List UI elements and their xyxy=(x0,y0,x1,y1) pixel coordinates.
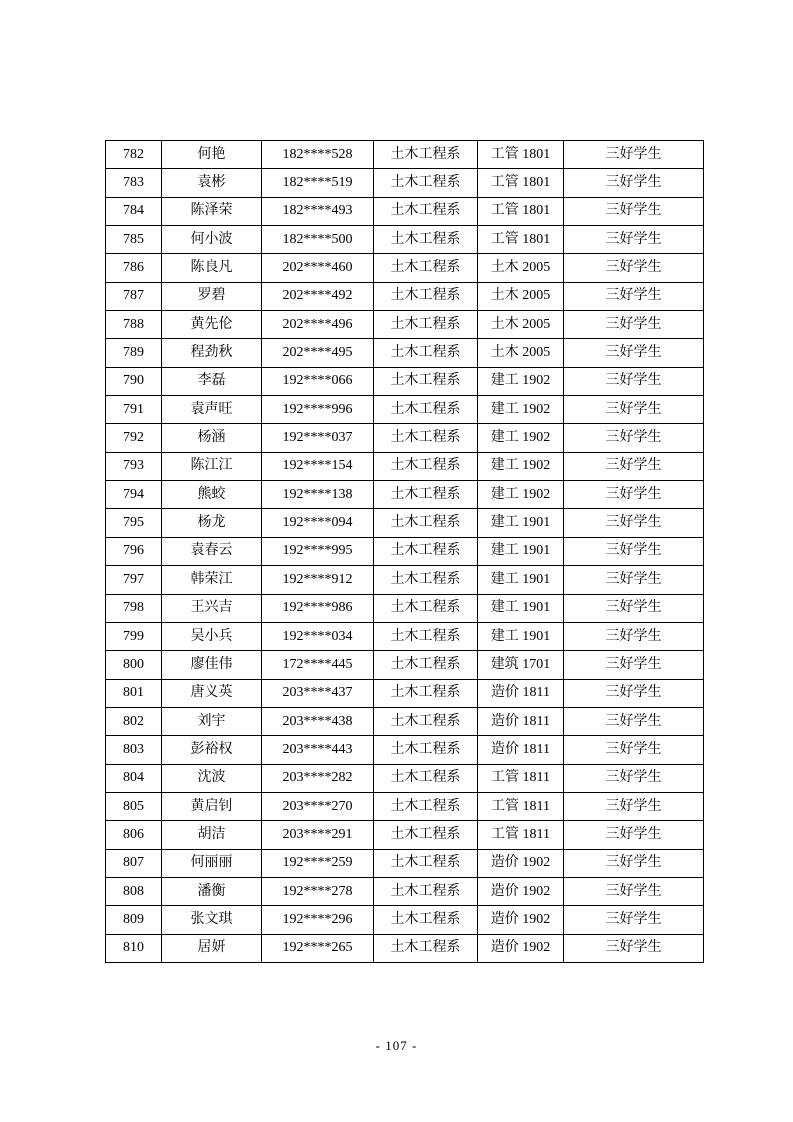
cell-award: 三好学生 xyxy=(564,367,704,395)
cell-no: 809 xyxy=(106,906,162,934)
cell-name: 李磊 xyxy=(162,367,262,395)
cell-name: 潘衡 xyxy=(162,877,262,905)
cell-no: 789 xyxy=(106,339,162,367)
cell-award: 三好学生 xyxy=(564,481,704,509)
cell-department: 土木工程系 xyxy=(374,651,478,679)
table-row xyxy=(106,679,704,707)
cell-name: 沈波 xyxy=(162,764,262,792)
table-row xyxy=(106,906,704,934)
page-number: - 107 - xyxy=(375,1038,418,1053)
cell-award: 三好学生 xyxy=(564,169,704,197)
cell-name: 何艳 xyxy=(162,141,262,169)
cell-no: 808 xyxy=(106,877,162,905)
cell-award: 三好学生 xyxy=(564,254,704,282)
cell-name: 罗碧 xyxy=(162,282,262,310)
cell-award: 三好学生 xyxy=(564,594,704,622)
cell-name: 杨龙 xyxy=(162,509,262,537)
cell-class: 工管 1811 xyxy=(478,764,564,792)
cell-student-id: 172****445 xyxy=(262,651,374,679)
cell-award: 三好学生 xyxy=(564,566,704,594)
cell-class: 建工 1901 xyxy=(478,622,564,650)
cell-department: 土木工程系 xyxy=(374,141,478,169)
cell-department: 土木工程系 xyxy=(374,622,478,650)
cell-no: 788 xyxy=(106,311,162,339)
cell-award: 三好学生 xyxy=(564,736,704,764)
cell-student-id: 192****034 xyxy=(262,622,374,650)
cell-no: 802 xyxy=(106,707,162,735)
cell-name: 唐义英 xyxy=(162,679,262,707)
cell-no: 787 xyxy=(106,282,162,310)
cell-student-id: 203****270 xyxy=(262,792,374,820)
cell-department: 土木工程系 xyxy=(374,452,478,480)
cell-no: 801 xyxy=(106,679,162,707)
cell-department: 土木工程系 xyxy=(374,566,478,594)
cell-name: 韩荣江 xyxy=(162,566,262,594)
cell-name: 胡洁 xyxy=(162,821,262,849)
cell-name: 杨涵 xyxy=(162,424,262,452)
table-row xyxy=(106,707,704,735)
cell-no: 791 xyxy=(106,396,162,424)
cell-no: 786 xyxy=(106,254,162,282)
cell-class: 造价 1902 xyxy=(478,877,564,905)
student-award-table-body xyxy=(106,141,704,963)
cell-class: 土木 2005 xyxy=(478,311,564,339)
cell-class: 工管 1811 xyxy=(478,792,564,820)
cell-no: 804 xyxy=(106,764,162,792)
cell-department: 土木工程系 xyxy=(374,736,478,764)
cell-no: 798 xyxy=(106,594,162,622)
cell-name: 袁彬 xyxy=(162,169,262,197)
table-row xyxy=(106,651,704,679)
cell-award: 三好学生 xyxy=(564,651,704,679)
cell-no: 805 xyxy=(106,792,162,820)
cell-award: 三好学生 xyxy=(564,792,704,820)
table-row xyxy=(106,481,704,509)
cell-class: 建工 1901 xyxy=(478,594,564,622)
cell-name: 袁春云 xyxy=(162,537,262,565)
cell-class: 造价 1811 xyxy=(478,679,564,707)
table-row xyxy=(106,764,704,792)
cell-name: 居妍 xyxy=(162,934,262,962)
cell-award: 三好学生 xyxy=(564,877,704,905)
cell-award: 三好学生 xyxy=(564,396,704,424)
cell-award: 三好学生 xyxy=(564,537,704,565)
table-row xyxy=(106,197,704,225)
cell-no: 803 xyxy=(106,736,162,764)
table-row xyxy=(106,509,704,537)
cell-department: 土木工程系 xyxy=(374,679,478,707)
table-row xyxy=(106,849,704,877)
cell-student-id: 202****496 xyxy=(262,311,374,339)
cell-class: 造价 1811 xyxy=(478,707,564,735)
cell-student-id: 192****066 xyxy=(262,367,374,395)
table-row xyxy=(106,254,704,282)
cell-class: 造价 1902 xyxy=(478,906,564,934)
cell-student-id: 192****278 xyxy=(262,877,374,905)
cell-student-id: 203****291 xyxy=(262,821,374,849)
cell-department: 土木工程系 xyxy=(374,707,478,735)
table-row xyxy=(106,396,704,424)
cell-class: 建工 1901 xyxy=(478,566,564,594)
table-row xyxy=(106,282,704,310)
cell-student-id: 192****154 xyxy=(262,452,374,480)
cell-student-id: 192****138 xyxy=(262,481,374,509)
cell-student-id: 182****519 xyxy=(262,169,374,197)
cell-no: 797 xyxy=(106,566,162,594)
cell-student-id: 203****438 xyxy=(262,707,374,735)
cell-student-id: 203****437 xyxy=(262,679,374,707)
cell-department: 土木工程系 xyxy=(374,311,478,339)
cell-class: 建工 1901 xyxy=(478,509,564,537)
table-row xyxy=(106,736,704,764)
cell-no: 799 xyxy=(106,622,162,650)
cell-no: 792 xyxy=(106,424,162,452)
cell-award: 三好学生 xyxy=(564,849,704,877)
table-row xyxy=(106,792,704,820)
cell-name: 张文琪 xyxy=(162,906,262,934)
cell-student-id: 192****296 xyxy=(262,906,374,934)
cell-class: 建工 1901 xyxy=(478,537,564,565)
cell-no: 790 xyxy=(106,367,162,395)
cell-class: 造价 1811 xyxy=(478,736,564,764)
cell-award: 三好学生 xyxy=(564,311,704,339)
cell-department: 土木工程系 xyxy=(374,197,478,225)
cell-class: 工管 1801 xyxy=(478,197,564,225)
cell-department: 土木工程系 xyxy=(374,339,478,367)
table-row xyxy=(106,821,704,849)
cell-name: 吴小兵 xyxy=(162,622,262,650)
cell-student-id: 182****493 xyxy=(262,197,374,225)
cell-class: 建工 1902 xyxy=(478,481,564,509)
cell-department: 土木工程系 xyxy=(374,537,478,565)
table-row xyxy=(106,169,704,197)
cell-department: 土木工程系 xyxy=(374,792,478,820)
cell-no: 806 xyxy=(106,821,162,849)
cell-award: 三好学生 xyxy=(564,622,704,650)
cell-award: 三好学生 xyxy=(564,764,704,792)
cell-student-id: 182****500 xyxy=(262,226,374,254)
cell-class: 工管 1801 xyxy=(478,226,564,254)
cell-award: 三好学生 xyxy=(564,934,704,962)
cell-no: 785 xyxy=(106,226,162,254)
cell-name: 何丽丽 xyxy=(162,849,262,877)
table-row xyxy=(106,594,704,622)
cell-student-id: 192****037 xyxy=(262,424,374,452)
cell-class: 工管 1801 xyxy=(478,169,564,197)
cell-student-id: 202****492 xyxy=(262,282,374,310)
cell-name: 陈泽荣 xyxy=(162,197,262,225)
cell-department: 土木工程系 xyxy=(374,594,478,622)
cell-department: 土木工程系 xyxy=(374,396,478,424)
cell-department: 土木工程系 xyxy=(374,764,478,792)
cell-department: 土木工程系 xyxy=(374,509,478,537)
cell-student-id: 182****528 xyxy=(262,141,374,169)
cell-student-id: 192****996 xyxy=(262,396,374,424)
cell-class: 土木 2005 xyxy=(478,282,564,310)
cell-name: 何小波 xyxy=(162,226,262,254)
cell-student-id: 203****443 xyxy=(262,736,374,764)
cell-student-id: 192****265 xyxy=(262,934,374,962)
cell-department: 土木工程系 xyxy=(374,481,478,509)
table-row xyxy=(106,339,704,367)
cell-name: 袁声旺 xyxy=(162,396,262,424)
cell-department: 土木工程系 xyxy=(374,254,478,282)
cell-student-id: 192****094 xyxy=(262,509,374,537)
cell-class: 建工 1902 xyxy=(478,452,564,480)
cell-award: 三好学生 xyxy=(564,339,704,367)
cell-student-id: 203****282 xyxy=(262,764,374,792)
cell-name: 黄启钊 xyxy=(162,792,262,820)
cell-name: 陈江江 xyxy=(162,452,262,480)
cell-award: 三好学生 xyxy=(564,282,704,310)
cell-name: 程劲秋 xyxy=(162,339,262,367)
table-row xyxy=(106,566,704,594)
cell-department: 土木工程系 xyxy=(374,849,478,877)
cell-class: 建筑 1701 xyxy=(478,651,564,679)
cell-no: 800 xyxy=(106,651,162,679)
table-row xyxy=(106,452,704,480)
cell-class: 土木 2005 xyxy=(478,254,564,282)
cell-student-id: 202****495 xyxy=(262,339,374,367)
cell-no: 796 xyxy=(106,537,162,565)
cell-award: 三好学生 xyxy=(564,226,704,254)
table-row xyxy=(106,622,704,650)
cell-name: 刘宇 xyxy=(162,707,262,735)
cell-class: 造价 1902 xyxy=(478,934,564,962)
cell-award: 三好学生 xyxy=(564,141,704,169)
table-row xyxy=(106,934,704,962)
cell-student-id: 192****995 xyxy=(262,537,374,565)
cell-no: 784 xyxy=(106,197,162,225)
cell-department: 土木工程系 xyxy=(374,821,478,849)
student-award-table xyxy=(105,140,704,963)
cell-name: 彭裕权 xyxy=(162,736,262,764)
cell-no: 810 xyxy=(106,934,162,962)
cell-class: 建工 1902 xyxy=(478,367,564,395)
cell-department: 土木工程系 xyxy=(374,226,478,254)
cell-student-id: 192****986 xyxy=(262,594,374,622)
cell-no: 807 xyxy=(106,849,162,877)
cell-name: 熊蛟 xyxy=(162,481,262,509)
cell-award: 三好学生 xyxy=(564,452,704,480)
cell-award: 三好学生 xyxy=(564,906,704,934)
cell-department: 土木工程系 xyxy=(374,877,478,905)
cell-department: 土木工程系 xyxy=(374,424,478,452)
cell-award: 三好学生 xyxy=(564,197,704,225)
table-row xyxy=(106,311,704,339)
cell-award: 三好学生 xyxy=(564,509,704,537)
cell-class: 建工 1902 xyxy=(478,424,564,452)
cell-class: 建工 1902 xyxy=(478,396,564,424)
table-row xyxy=(106,226,704,254)
cell-department: 土木工程系 xyxy=(374,282,478,310)
cell-name: 王兴吉 xyxy=(162,594,262,622)
cell-student-id: 202****460 xyxy=(262,254,374,282)
cell-no: 783 xyxy=(106,169,162,197)
cell-no: 782 xyxy=(106,141,162,169)
cell-no: 795 xyxy=(106,509,162,537)
table-row xyxy=(106,367,704,395)
cell-award: 三好学生 xyxy=(564,424,704,452)
cell-name: 黄先伦 xyxy=(162,311,262,339)
cell-award: 三好学生 xyxy=(564,679,704,707)
cell-class: 工管 1811 xyxy=(478,821,564,849)
cell-award: 三好学生 xyxy=(564,707,704,735)
cell-award: 三好学生 xyxy=(564,821,704,849)
table-row xyxy=(106,141,704,169)
cell-name: 陈良凡 xyxy=(162,254,262,282)
cell-class: 造价 1902 xyxy=(478,849,564,877)
table-row xyxy=(106,424,704,452)
table-row xyxy=(106,877,704,905)
cell-no: 794 xyxy=(106,481,162,509)
cell-class: 工管 1801 xyxy=(478,141,564,169)
cell-no: 793 xyxy=(106,452,162,480)
cell-department: 土木工程系 xyxy=(374,934,478,962)
cell-department: 土木工程系 xyxy=(374,367,478,395)
cell-name: 廖佳伟 xyxy=(162,651,262,679)
cell-student-id: 192****912 xyxy=(262,566,374,594)
cell-class: 土木 2005 xyxy=(478,339,564,367)
table-row xyxy=(106,537,704,565)
cell-department: 土木工程系 xyxy=(374,169,478,197)
cell-department: 土木工程系 xyxy=(374,906,478,934)
cell-student-id: 192****259 xyxy=(262,849,374,877)
